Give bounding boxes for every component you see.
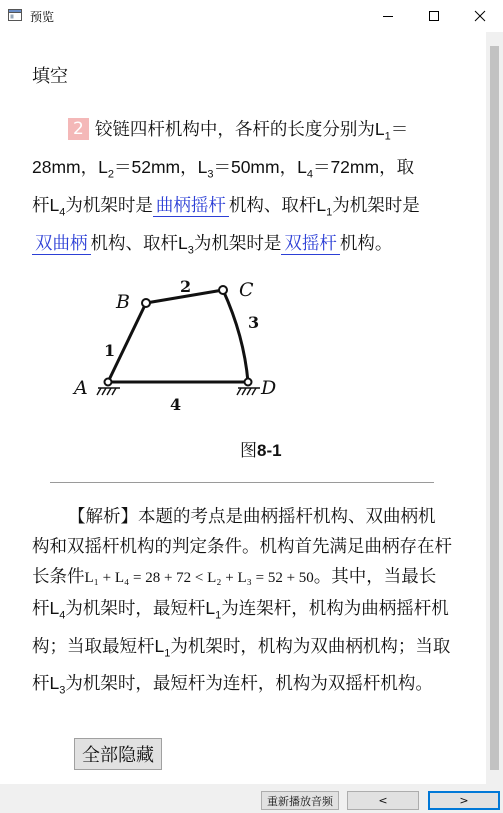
var-l3: $L_3$ bbox=[49, 673, 66, 697]
analysis-segment: 为连架杆，机构为曲柄摇杆机构；当取最短杆 bbox=[32, 599, 449, 657]
next-button[interactable]: > bbox=[428, 791, 500, 810]
label-link-3: 3 bbox=[248, 313, 260, 332]
question-segment: 机构、取杆 bbox=[228, 196, 317, 216]
question-segment: ，取杆 bbox=[32, 158, 415, 216]
maximize-button[interactable] bbox=[411, 0, 457, 32]
var-l2: $L_2=52mm$， bbox=[98, 157, 198, 181]
vertical-scrollbar[interactable] bbox=[486, 32, 503, 784]
title-bar bbox=[0, 0, 503, 32]
window-title: 预览 bbox=[30, 10, 55, 24]
var-l3-frame: $L_3$ bbox=[178, 233, 194, 257]
var-l3: $L_3=50mm$， bbox=[197, 157, 298, 181]
var-l1: $L_1=28mm$， bbox=[32, 119, 409, 177]
var-l4: $L_4$ bbox=[49, 598, 66, 622]
joint-a bbox=[105, 379, 112, 386]
ground-d bbox=[237, 388, 260, 395]
analysis-segment: 。其中，当最长杆 bbox=[32, 567, 437, 619]
var-l4: $L_4=$ bbox=[297, 157, 331, 181]
content-area bbox=[0, 32, 486, 784]
joint-b bbox=[142, 299, 150, 307]
close-icon bbox=[474, 10, 486, 22]
length-l4: 72mm bbox=[330, 157, 380, 177]
question-segment: 为机架时是 bbox=[65, 196, 153, 216]
analysis-segment: 为机架时，最短杆 bbox=[65, 599, 206, 619]
answer-blank-1[interactable]: 曲柄摇杆 bbox=[153, 196, 229, 217]
figure-caption: 图8-1 bbox=[240, 441, 282, 461]
label-d: D bbox=[261, 377, 277, 399]
question-segment: 机构。 bbox=[339, 234, 393, 254]
section-title: 填空 bbox=[32, 66, 68, 87]
label-link-4: 4 bbox=[170, 395, 182, 414]
label-link-1: 1 bbox=[104, 341, 116, 360]
inequality-formula: L₁ + L₄ = 28 + 72 < L₂ + L₃ = 52 + 50 bbox=[84, 570, 314, 586]
label-link-2: 2 bbox=[180, 277, 192, 296]
answer-blank-2[interactable]: 双曲柄 bbox=[32, 234, 91, 255]
joint-d bbox=[245, 379, 252, 386]
answer-blank-3[interactable]: 双摇杆 bbox=[281, 234, 340, 255]
divider bbox=[50, 482, 434, 483]
close-button[interactable] bbox=[457, 0, 503, 32]
question-segment: 铰链四杆机构中，各杆的长度分别为 bbox=[94, 120, 375, 140]
question-segment: 为机架时是 bbox=[193, 234, 282, 254]
question-segment: 为机架时是 bbox=[332, 196, 420, 216]
question-number-badge: 2 bbox=[68, 118, 89, 140]
question-text bbox=[32, 114, 427, 266]
app-icon bbox=[8, 9, 22, 21]
ground-a bbox=[97, 388, 120, 395]
var-l1: $L_1$ bbox=[205, 598, 222, 622]
hide-all-button[interactable]: 全部隐藏 bbox=[74, 738, 162, 770]
analysis-segment: 为机架时，最短杆为连杆，机构为双摇杆机构。 bbox=[65, 674, 433, 694]
var-l4-frame: $L_4$ bbox=[49, 195, 66, 219]
linkage-diagram bbox=[60, 270, 290, 420]
analysis-segment: 【解析】本题的考点是曲柄摇杆机构、双曲柄机构和双摇杆机构的判定条件。机构首先满足曲柄存在杆长条件 bbox=[32, 507, 452, 587]
link-3 bbox=[223, 290, 248, 382]
analysis-text bbox=[32, 502, 452, 706]
label-a: A bbox=[74, 377, 88, 399]
replay-audio-button[interactable]: 重新播放音频 bbox=[261, 791, 339, 810]
analysis-segment: 为机架时，机构为双曲柄机构；当取杆 bbox=[32, 636, 451, 694]
question-segment: 机构、取杆 bbox=[90, 234, 178, 254]
minimize-icon bbox=[382, 10, 394, 22]
label-c: C bbox=[239, 279, 254, 301]
maximize-icon bbox=[428, 10, 440, 22]
minimize-button[interactable] bbox=[365, 0, 411, 32]
joint-c bbox=[219, 286, 227, 294]
prev-button[interactable]: < bbox=[347, 791, 419, 810]
var-l1-frame: $L_1$ bbox=[316, 195, 333, 219]
label-b: B bbox=[116, 291, 130, 313]
var-l1-frame: $L_1$ bbox=[154, 635, 171, 659]
scrollbar-thumb[interactable] bbox=[490, 46, 499, 770]
